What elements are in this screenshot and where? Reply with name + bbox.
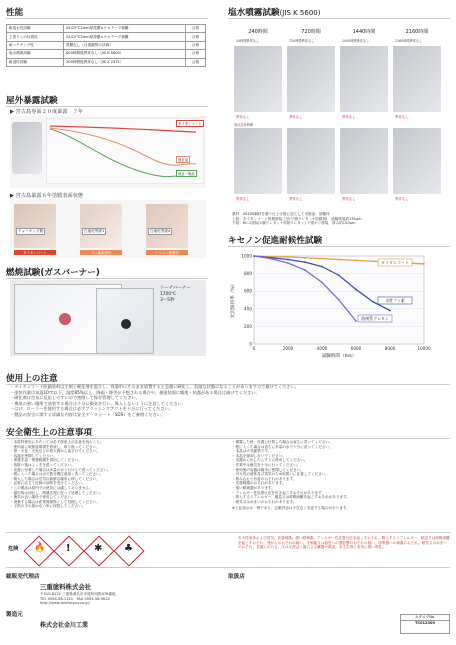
usage-line: ・はけ、ローラーを使用する場合は必ずブラッシングアウトを十分に行ってください。 — [10, 406, 173, 411]
salt-photo-top-4 — [393, 46, 441, 112]
exposure-panel — [10, 116, 206, 188]
catalog-box — [400, 614, 450, 634]
salt-hours-2160: 2160時間 — [405, 29, 429, 35]
series-point-0 — [372, 260, 374, 262]
series-point-2 — [304, 269, 306, 271]
series-point-2 — [253, 255, 255, 257]
x-tick-label: 6000 — [350, 346, 362, 351]
series-point-2 — [321, 282, 323, 284]
y-tick-label: 800 — [244, 271, 252, 277]
salt-photo-top-2 — [287, 46, 335, 112]
x-axis-label: 試験時間（hrs） — [321, 354, 357, 359]
burn-mark-2 — [121, 319, 131, 329]
y-tick-label: 400 — [244, 306, 252, 312]
series-point-1 — [372, 301, 374, 303]
outdoor-sub2: ▶ 宮古島暴露６年塗膜表面状態 — [10, 193, 84, 199]
legend-label: 溶剤系ウレタン — [361, 316, 389, 321]
catalog-number: TC012309 — [414, 621, 436, 625]
series-point-0 — [321, 258, 323, 260]
surface-tag-1: タイタンコート — [14, 250, 56, 255]
x-tick-label: 0 — [252, 346, 256, 351]
salt-photo-top-3 — [340, 46, 388, 112]
exposure-site-photo — [12, 122, 42, 174]
exposure-label-generic: 他社一般品 — [178, 172, 195, 176]
safety-left-list: ・本塗料使用にあたっては必ず使用上の注意を読むこと。 ・使用前に取扱説明書を熟読し、取り扱ってください。 ・熱・火花・火炎などの着火源から遠ざけてください。 ・容器を密閉してください。 ・保護手袋・保護眼鏡を着用してください。 ・取扱い後はよく手を洗ってください。 ・皮膚に付着した場合は多量の水と石けんで洗ってください。 ・眼に入った場合は水で数分間注意深く洗ってください。 ・吸入した場合は空気の新鮮な場所に移してください。 ・必要に応じて医師の診断を受けてください。 ・この製品は屋内での使用には適しておりません。 ・漏出物は回収し、関連法規に従って処理してください。 ・換気の良い場所で使用してください。 ・廃棄する場合は産業廃棄物として処理してください。 ・子供の手の届かない所に保管してください。 — [10, 440, 111, 509]
table-row: 耐ハクチング性 塗膜なし（目視観察の評価） 合格 — [7, 41, 206, 49]
series-point-2 — [270, 258, 272, 260]
surface-tag-2: フッ素系塗料 — [80, 250, 122, 255]
salt-tag-row: 24時間異常なし 720時間異常なし 1440時間異常なし 2160時間異常なし — [236, 39, 423, 43]
performance-table — [6, 24, 206, 67]
x-tick-label: 8000 — [384, 346, 396, 351]
burn-notes — [160, 286, 190, 304]
table-row: 塩水噴霧試験 600時間後異常なし（JIS K 5600） 合格 — [7, 50, 206, 58]
dealer-label: 取扱店 — [228, 574, 245, 580]
flame-icon: 🔥 — [28, 540, 48, 560]
hazard-section — [6, 532, 450, 568]
burn-label-temp: 1700℃ — [160, 292, 177, 297]
maker-name: 株式会社金川工業 — [40, 622, 89, 629]
xenon-chart — [228, 250, 450, 362]
series-point-1 — [355, 289, 357, 291]
series-point-1 — [287, 259, 289, 261]
safety-title: 安全衛生上の注意事項 — [6, 426, 450, 439]
series-point-1 — [321, 266, 323, 268]
series-point-2 — [355, 320, 357, 322]
table-row: 耐塩水性試験 25/25℃2mm厚塗膜×セロテープ剥離 合格 — [7, 25, 206, 33]
y-tick-label: 0 — [249, 341, 252, 347]
safety-footnote: ※上記表示は一例であり、記載内容は予告なく変更する場合があります。 — [232, 506, 350, 511]
usage-list — [10, 384, 448, 417]
surface-label-1: チョーキング無 — [18, 229, 43, 233]
surface-panel — [10, 200, 206, 258]
outdoor-sub1: ▶ 宮古島専面２０度暴露 ７年 — [10, 109, 84, 115]
safety-right-list: ・暴露した時、皮膚に付着した場合は直ちに洗ってください。 ・眼に入った場合は直ちに多量の水で十分に洗ってください。 ・本品は火気厳禁です。 ・本品を焼却しないでください。 ・容器から出したらすぐに使用してください。 ・作業中は換気を十分に行ってください。 ・使用後の容器は確実に密閉してください。 ・引火性の液体及び蒸気のため取扱いに注意してください。 ・飲み込むと有害のおそれがあります。 ・皮膚刺激のおそれがあります。 ・強い眼刺激があります。 ・アレルギー性皮膚反応を引き起こすおそれがあります。 ・吸入するとアレルギー、喘息又は呼吸困難を起こすおそれがあります。 ・眠気又はめまいのおそれがあります。 ※上記表示は一例であり、記載内容は予告なく変更する場合があります。 — [232, 440, 448, 511]
usage-line: ・塗装作業は気温10℃以下、湿度85%以上、降雨・降雪が予想される場合や、被塗装面に塵埃・結露がある場合は避けてください。 — [10, 389, 260, 395]
burn-mark-1 — [59, 313, 71, 325]
surface-tag-3: シリコン系塗料 — [146, 250, 188, 255]
surface-photo-1 — [14, 204, 56, 248]
surface-photo-2 — [80, 204, 122, 248]
exposure-label-other: 他社品 — [178, 158, 189, 162]
salt-photo-bottom-2 — [287, 128, 335, 194]
usage-line: ・製品の安全に関する詳細な内容は安全データシート（SDS）をご参照ください。 — [10, 411, 166, 417]
catalog-label: カタログNo. — [401, 615, 449, 621]
burn-label-torch: トーチバーナー — [160, 286, 191, 291]
salt-hours-720: 720時間 — [301, 29, 321, 35]
hazard-text: 引火性液体および蒸気。皮膚刺激。強い眼刺激。アレルギー性皮膚反応を起こすおそれ。吸入するとアレルギー、喘息又は呼吸困難を起こすおそれ。発がんのおそれの疑い。生殖能又は胎児への悪影響のおそれの疑い。呼吸器への刺激のおそれ。眠気又はめまいのおそれ。長期にわたる、又は反復ばく露による臓器の障害。水生生物に非常に強い毒性。 — [238, 536, 450, 550]
series-point-1 — [304, 261, 306, 263]
burn-photo-2 — [96, 288, 154, 354]
usage-line: ・硬化剤は空気に反応しやすいので密閉して保存管理してください。 — [10, 395, 140, 400]
seller-address: 〒510-8122 三重県桑名市多度町西野478番地 TEL 0594-58-1311 FAX 0594-58-9022 http://www.mietoryou.co.jp/ — [40, 592, 220, 606]
salt-grid: 240時間 720時間 1440時間 2160時間 24時間異常なし 720時間異常なし 1440時間異常なし 2160時間異常なし 異常なし 異常なし 異常なし 異常なし 他社品各時間 異常なし 異常なし 異常なし 異常なし — [228, 28, 450, 208]
maker-label: 製造元 — [6, 612, 23, 618]
series-point-1 — [389, 310, 391, 312]
salt-hours-240: 240時間 — [248, 29, 268, 35]
table-row: 上塗りとの付着性 25/25℃2mm厚塗膜×セロテープ剥離 合格 — [7, 33, 206, 41]
y-axis-label: 光沢保持率（%） — [231, 281, 236, 319]
salt-mid-tag: 他社品各時間 — [234, 123, 254, 127]
salt-title: 塩水噴霧試験 — [228, 8, 280, 18]
series-point-1 — [338, 274, 340, 276]
burn-title: 燃焼試験(ガスバーナー) — [6, 266, 208, 279]
series-point-0 — [355, 260, 357, 262]
outdoor-title: 屋外暴露試験 — [6, 94, 208, 107]
salt-photo-bottom-4 — [393, 128, 441, 194]
exclamation-icon: ! — [58, 540, 78, 560]
x-tick-label: 2000 — [282, 346, 294, 351]
surface-label-2: 白亜化等級1 — [84, 229, 105, 233]
usage-title: 使用上の注意 — [6, 372, 450, 385]
salt-notes: 基材：SS400鋼材を磨り仕上げ後に加工して市販品、試験体 上段：タイタンコート防錆塗装工法(ワ錆ウレタン+防錆剤) 試験塗装約135μm 下段：RC-1塗装(1層ウレタン+市販ウレタン) 下塗ポリ塗装 厚み約120μm — [232, 212, 362, 226]
legend-label: 水性フッ素 — [385, 298, 405, 303]
legend-label: タイタンコート — [381, 260, 409, 265]
salt-title-note: (JIS K 5600) — [279, 9, 321, 17]
x-tick-label: 4000 — [316, 346, 328, 351]
usage-line: ・換気の悪い場所で塗装する場合は十分に換気を行い、吸入しないように注意してください。 — [10, 400, 186, 406]
series-point-0 — [287, 256, 289, 258]
salt-hours-1440: 1440時間 — [352, 29, 376, 35]
burn-panel — [10, 280, 206, 356]
surface-photo-3 — [146, 204, 188, 248]
burn-label-time: 3〜5秒 — [160, 298, 175, 303]
salt-photo-bottom-3 — [340, 128, 388, 194]
seller-url[interactable]: http://www.mietoryou.co.jp/ — [40, 601, 90, 606]
health-hazard-icon: ✱ — [88, 540, 108, 560]
exposure-label-titan: タイタンコート — [178, 122, 202, 126]
x-tick-label: 10000 — [417, 346, 431, 351]
series-point-0 — [304, 257, 306, 259]
series-point-0 — [423, 263, 425, 265]
xenon-title: キセノン促進耐候性試験 — [228, 234, 450, 247]
series-point-2 — [287, 262, 289, 264]
table-row: 耐湿性試験 300時間後異常なし（JIS Z 2371） 合格 — [7, 58, 206, 66]
surface-label-3: 白亜化等級4 — [150, 229, 171, 233]
series-point-0 — [338, 259, 340, 261]
hazard-label: 危険 — [8, 546, 19, 552]
salt-photo-bottom-1 — [234, 128, 282, 194]
series-point-2 — [338, 299, 340, 301]
environment-icon: ♣ — [118, 540, 138, 560]
performance-title: 性能 — [6, 6, 208, 19]
salt-photo-top-1 — [234, 46, 282, 112]
y-tick-label: 600 — [244, 288, 252, 294]
seller-name: 三重塗料株式会社 — [40, 583, 92, 591]
y-tick-label: 1000 — [241, 253, 252, 259]
usage-line: ・タイタンコート防錆塗料は主剤と硬化剤を混合し、容器中にそのまま放置すると急激に硬化し、危険な状態になることがありますので避けてください。 — [10, 384, 299, 389]
y-tick-label: 200 — [244, 323, 252, 329]
seller-label: 総販売代理店 — [6, 574, 40, 580]
